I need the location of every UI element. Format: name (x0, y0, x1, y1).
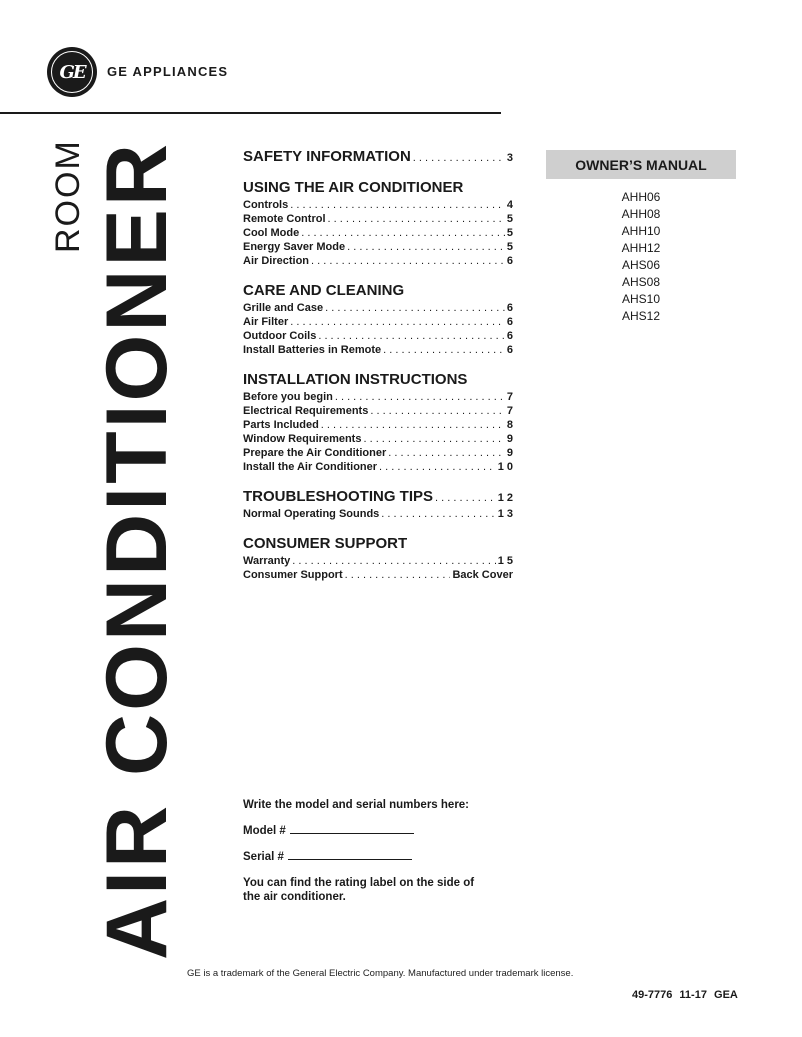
toc-section-title: USING THE AIR CONDITIONER (243, 179, 464, 196)
toc-entry[interactable] (243, 554, 513, 568)
cover-title-air-conditioner: AIR CONDITIONER (89, 141, 185, 960)
toc-section (243, 179, 513, 268)
toc-page-number: 1 2 (497, 492, 513, 504)
model-number: AHH06 (621, 190, 661, 204)
model-number: AHS12 (621, 309, 661, 323)
toc-leader-dots (292, 554, 495, 568)
document-number: 49-7776 11-17 GEA (632, 989, 738, 1001)
toc-section (243, 148, 513, 165)
toc-section-title: CONSUMER SUPPORT (243, 535, 408, 552)
toc-section-heading[interactable] (243, 488, 513, 505)
toc-section (243, 535, 513, 582)
toc-leader-dots (345, 568, 451, 582)
serial-intro: Write the model and serial numbers here: (243, 799, 470, 811)
ge-logo (47, 47, 97, 97)
toc-leader-dots (435, 492, 496, 504)
toc-page-number: 6 (506, 344, 513, 356)
toc-entry[interactable] (243, 404, 513, 418)
toc-leader-dots (290, 198, 505, 212)
toc-section (243, 371, 513, 474)
toc-page-number: 1 0 (497, 461, 513, 473)
toc-entry-label: Before you begin (243, 391, 333, 403)
toc-leader-dots (363, 432, 504, 446)
toc-page-number: 9 (506, 447, 513, 459)
toc-entry-label: Window Requirements (243, 433, 362, 445)
toc-leader-dots (347, 240, 505, 254)
toc-section-title: INSTALLATION INSTRUCTIONS (243, 371, 468, 388)
model-list (546, 189, 736, 325)
toc-entry-label: Electrical Requirements (243, 405, 369, 417)
toc-entry[interactable] (243, 226, 513, 240)
serial-number-line (243, 850, 483, 864)
model-number: AHS10 (621, 292, 661, 306)
toc-entry[interactable] (243, 460, 513, 474)
toc-leader-dots (328, 212, 505, 226)
model-number-line (243, 824, 483, 838)
toc-entry[interactable] (243, 418, 513, 432)
toc-leader-dots (335, 390, 505, 404)
toc-entry[interactable] (243, 212, 513, 226)
model-number: AHS06 (621, 258, 661, 272)
toc-page-number: 8 (506, 419, 513, 431)
rating-label-note: You can find the rating label on the side of the air conditioner. (243, 877, 475, 903)
toc-leader-dots (321, 418, 505, 432)
table-of-contents (243, 148, 513, 596)
toc-entry[interactable] (243, 329, 513, 343)
toc-entry[interactable] (243, 432, 513, 446)
toc-leader-dots (383, 343, 505, 357)
toc-page-number: 1 3 (497, 508, 513, 520)
toc-entry[interactable] (243, 301, 513, 315)
toc-entry-label: Remote Control (243, 213, 326, 225)
toc-entry[interactable] (243, 507, 513, 521)
toc-leader-dots (301, 226, 505, 240)
toc-entry-label: Normal Operating Sounds (243, 508, 380, 520)
toc-leader-dots (311, 254, 505, 268)
toc-entry-label: Air Direction (243, 255, 310, 267)
model-label: Model # (243, 825, 286, 837)
toc-entry-label: Air Filter (243, 316, 289, 328)
toc-entry[interactable] (243, 568, 513, 582)
toc-page-number: 7 (506, 391, 513, 403)
toc-entry-label: Energy Saver Mode (243, 241, 346, 253)
toc-entry-label: Prepare the Air Conditioner (243, 447, 387, 459)
toc-section (243, 488, 513, 521)
toc-page-number: 6 (506, 255, 513, 267)
toc-page-number: 3 (506, 152, 513, 164)
toc-entry[interactable] (243, 254, 513, 268)
toc-leader-dots (370, 404, 505, 418)
toc-entry[interactable] (243, 343, 513, 357)
toc-page-number: 9 (506, 433, 513, 445)
toc-section-heading[interactable] (243, 148, 513, 165)
ge-logo-monogram: GE (51, 51, 93, 93)
serial-section (243, 798, 483, 916)
toc-page-number: Back Cover (452, 569, 513, 581)
toc-entry-label: Install Batteries in Remote (243, 344, 382, 356)
toc-page-number: 4 (506, 199, 513, 211)
toc-entry-label: Cool Mode (243, 227, 300, 239)
toc-page-number: 5 (506, 227, 513, 239)
model-number-field[interactable] (290, 824, 414, 834)
toc-entry-label: Grille and Case (243, 302, 324, 314)
toc-entry-label: Controls (243, 199, 289, 211)
toc-leader-dots (413, 152, 505, 164)
toc-section-heading[interactable] (243, 371, 513, 388)
model-number: AHH12 (621, 241, 661, 255)
toc-section-title: SAFETY INFORMATION (243, 148, 411, 165)
toc-section-title: TROUBLESHOOTING TIPS (243, 488, 434, 505)
model-number: AHH10 (621, 224, 661, 238)
toc-page-number: 6 (506, 302, 513, 314)
toc-page-number: 7 (506, 405, 513, 417)
model-number: AHH08 (621, 207, 661, 221)
toc-entry[interactable] (243, 240, 513, 254)
toc-page-number: 6 (506, 330, 513, 342)
cover-subtitle-room: ROOM (49, 139, 87, 253)
toc-page-number: 1 5 (497, 555, 513, 567)
toc-entry[interactable] (243, 446, 513, 460)
toc-entry[interactable] (243, 198, 513, 212)
header-divider (0, 112, 501, 114)
serial-number-field[interactable] (288, 850, 412, 860)
toc-page-number: 5 (506, 241, 513, 253)
toc-entry-label: Parts Included (243, 419, 319, 431)
trademark-notice: GE is a trademark of the General Electric Company. Manufactured under trademark license. (187, 968, 574, 979)
toc-leader-dots (290, 315, 505, 329)
toc-leader-dots (388, 446, 505, 460)
toc-entry-label: Outdoor Coils (243, 330, 317, 342)
model-number: AHS08 (621, 275, 661, 289)
toc-leader-dots (318, 329, 505, 343)
toc-entry-label: Consumer Support (243, 569, 343, 581)
toc-section-heading[interactable] (243, 282, 513, 299)
serial-label: Serial # (243, 851, 284, 863)
toc-leader-dots (325, 301, 505, 315)
toc-entry[interactable] (243, 390, 513, 404)
toc-page-number: 6 (506, 316, 513, 328)
toc-entry-label: Install the Air Conditioner (243, 461, 378, 473)
toc-section-heading[interactable] (243, 535, 513, 552)
toc-section-title: CARE AND CLEANING (243, 282, 405, 299)
toc-page-number: 5 (506, 213, 513, 225)
toc-section (243, 282, 513, 357)
toc-section-heading[interactable] (243, 179, 513, 196)
toc-leader-dots (381, 507, 495, 521)
toc-entry-label: Warranty (243, 555, 291, 567)
toc-entry[interactable] (243, 315, 513, 329)
brand-name: GE APPLIANCES (107, 64, 229, 79)
owners-manual-label: OWNER’S MANUAL (546, 150, 736, 179)
toc-leader-dots (379, 460, 496, 474)
